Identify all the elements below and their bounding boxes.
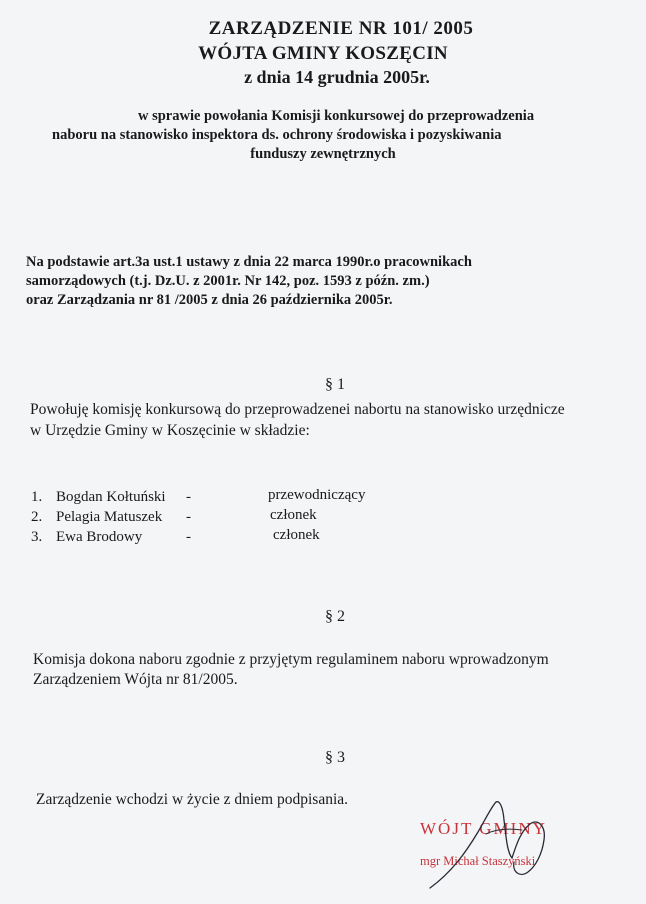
ordinance-date: z dnia 14 grudnia 2005r. [244, 67, 430, 87]
subject-line-1: w sprawie powołania Komisji konkursowej do przeprowadzenia [138, 108, 535, 124]
legal-basis-line-2: samorządowych (t.j. Dz.U. z 2001r. Nr 142, poz. 1593 z późn. zm.) [26, 273, 430, 289]
subject-line-3: funduszy zewnętrznych [250, 146, 396, 162]
member-3-number: 3. [31, 529, 43, 545]
member-1-role: przewodniczący [268, 487, 366, 503]
member-2-number: 2. [31, 509, 43, 525]
section-1-text-line-2: w Urzędzie Gminy w Koszęcinie w składzie: [30, 422, 310, 439]
member-2-name: Pelagia Matuszek [56, 509, 163, 525]
issuer: WÓJTA GMINY KOSZĘCIN [198, 43, 448, 64]
section-1-text-line-1: Powołuję komisję konkursową do przeprowadzenei nabortu na stanowisko urzędnicze [30, 401, 565, 418]
member-1-dash: - [186, 489, 191, 505]
member-3-name: Ewa Brodowy [56, 529, 143, 545]
section-1-mark: § 1 [325, 376, 345, 393]
section-3-text-line-1: Zarządzenie wchodzi w życie z dniem podpisania. [36, 791, 349, 808]
section-2-mark: § 2 [325, 608, 345, 625]
member-3-dash: - [186, 529, 191, 545]
stamp-title: WÓJT GMINY [420, 819, 547, 838]
legal-basis-line-3: oraz Zarządzania nr 81 /2005 z dnia 26 października 2005r. [26, 292, 393, 308]
section-2-text-line-2: Zarządzeniem Wójta nr 81/2005. [33, 671, 238, 688]
member-1-number: 1. [31, 489, 43, 505]
member-2-role: członek [270, 507, 317, 523]
subject-line-2: naboru na stanowisko inspektora ds. ochrony środowiska i pozyskiwania [52, 127, 502, 143]
member-2-dash: - [186, 509, 191, 525]
section-3-mark: § 3 [325, 749, 345, 766]
member-3-role: członek [273, 527, 320, 543]
section-2-text-line-1: Komisja dokona naboru zgodnie z przyjętym regulaminem naboru wprowadzonym [33, 651, 549, 668]
legal-basis-line-1: Na podstawie art.3a ust.1 ustawy z dnia 22 marca 1990r.o pracownikach [26, 254, 472, 270]
member-1-name: Bogdan Kołtuński [56, 489, 166, 505]
ordinance-number: ZARZĄDZENIE NR 101/ 2005 [208, 18, 474, 39]
stamp-name: mgr Michał Staszyński [420, 854, 536, 868]
